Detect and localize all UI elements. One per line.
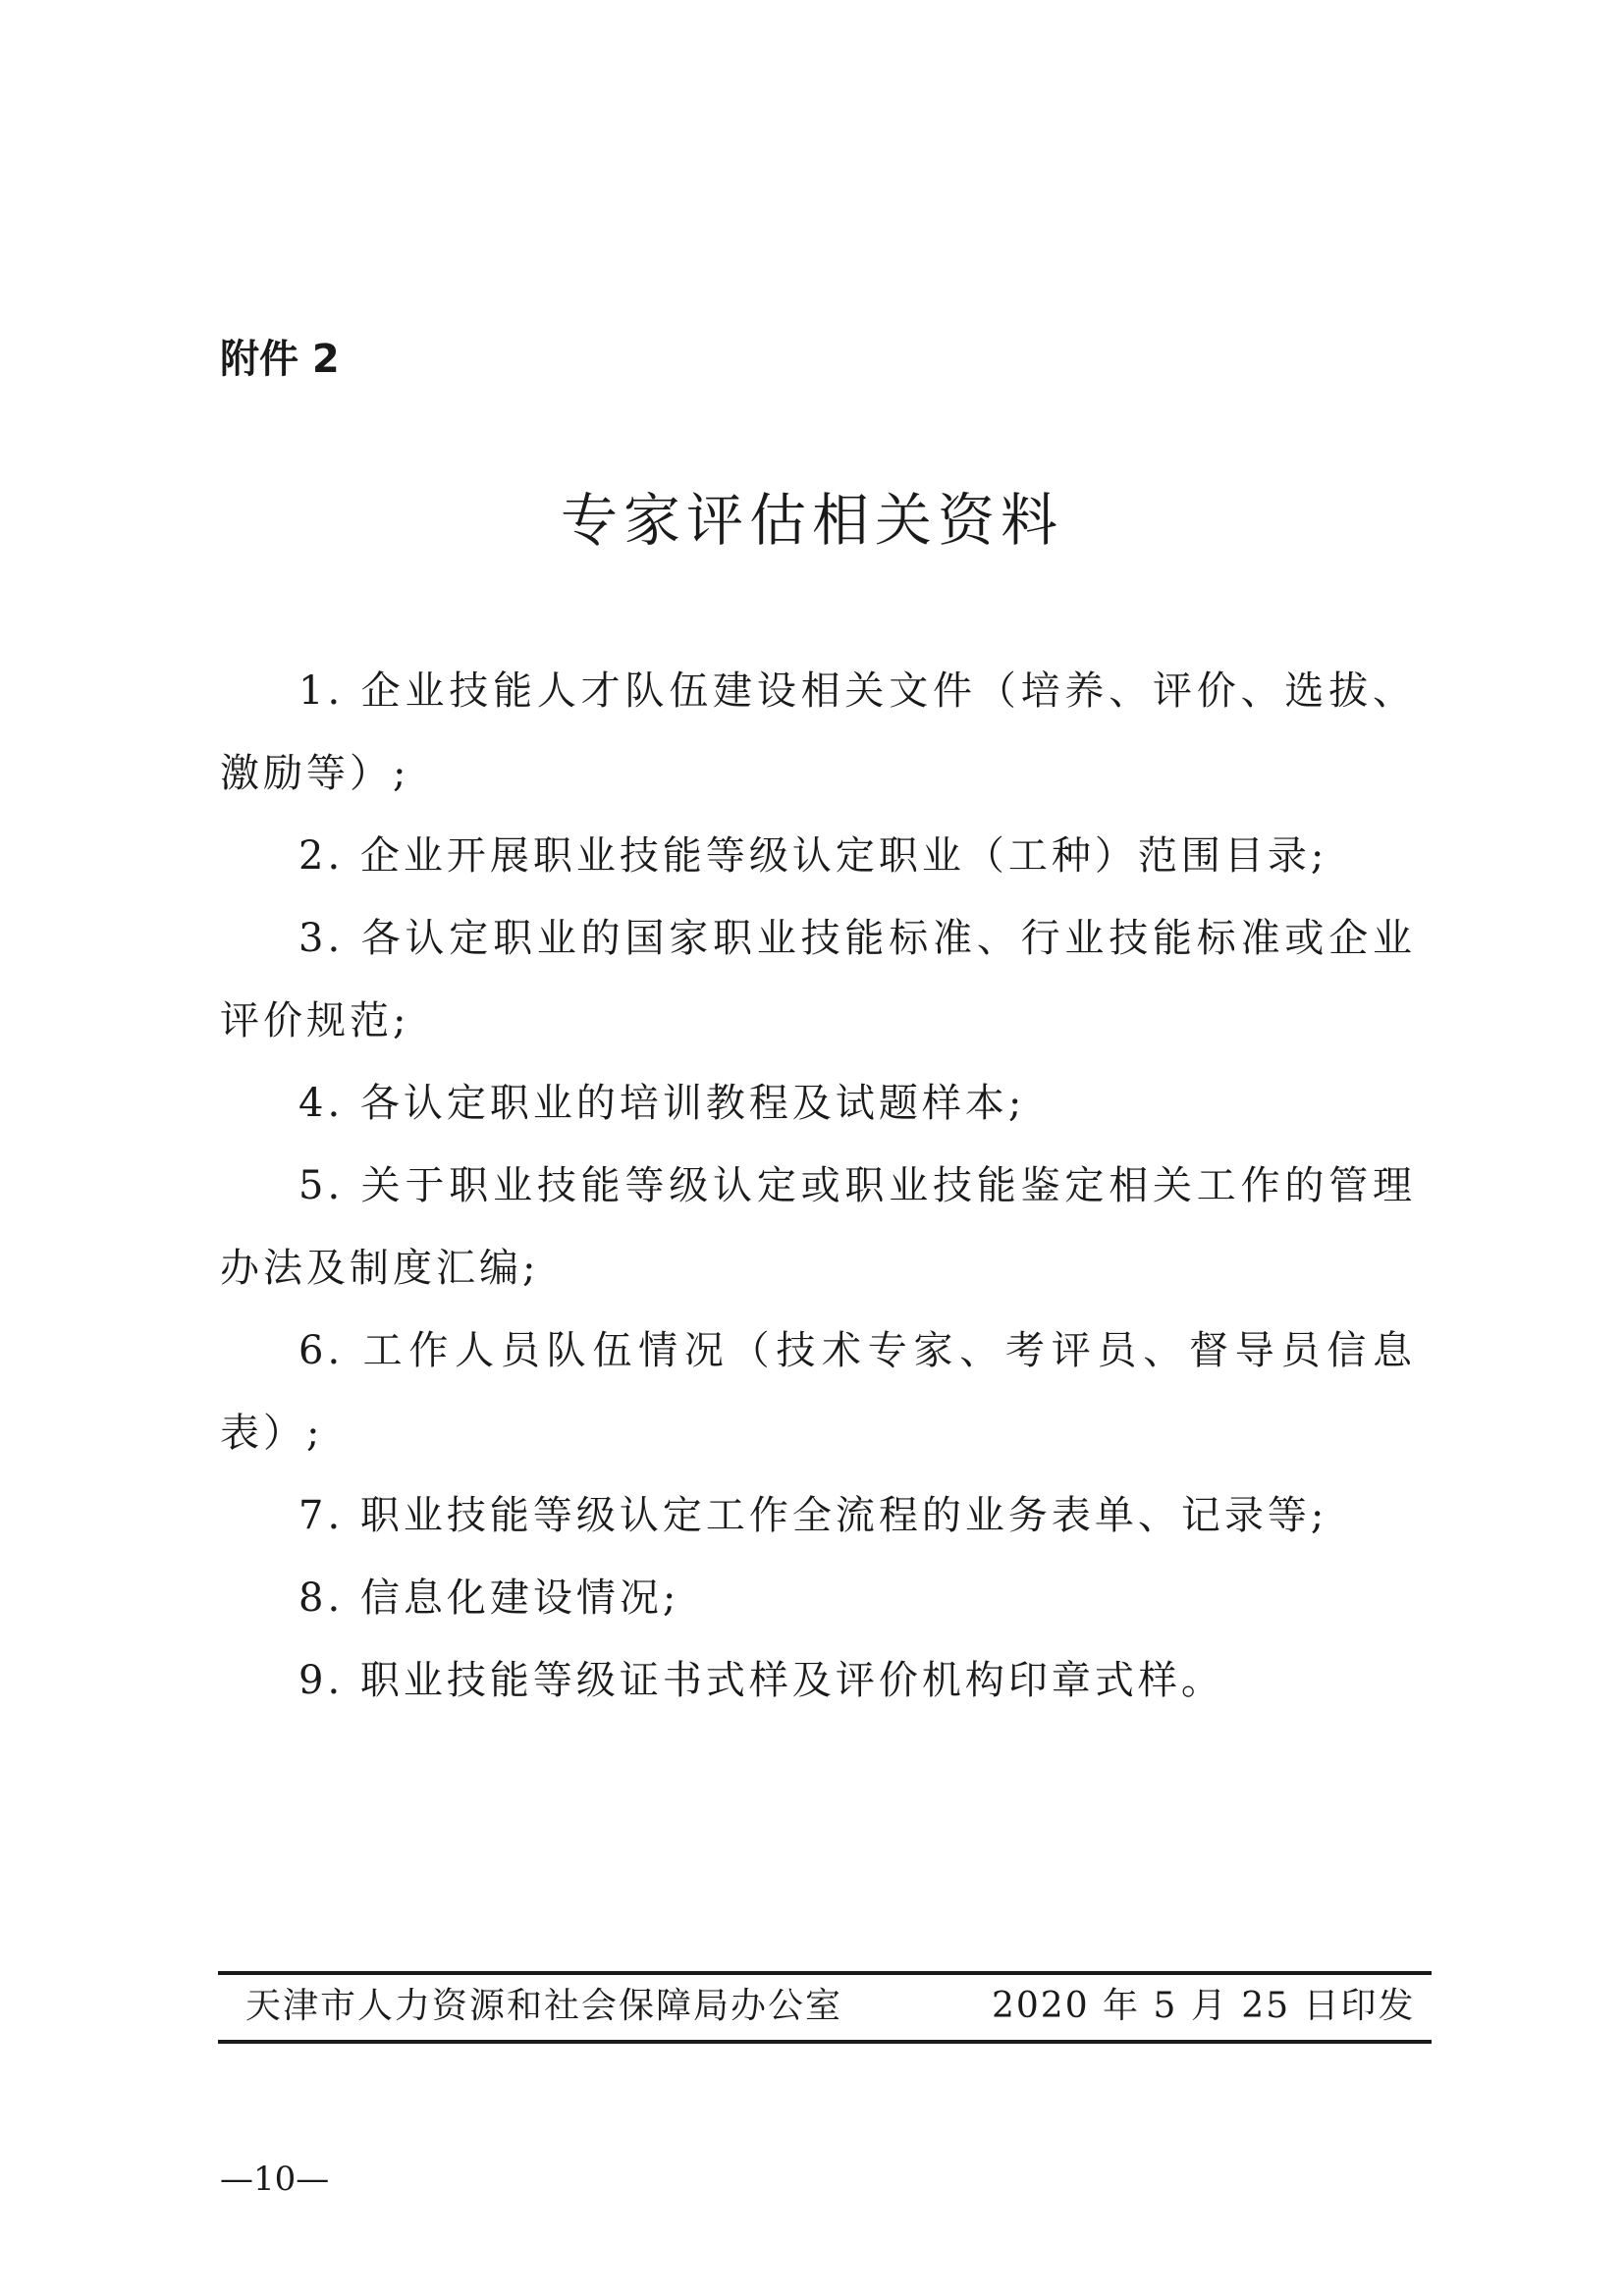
list-item: 2. 企业开展职业技能等级认定职业（工种）范围目录;: [298, 833, 1328, 879]
page-number: —10—: [220, 2160, 330, 2199]
list-item: 9. 职业技能等级证书式样及评价机构印章式样。: [298, 1658, 1224, 1703]
footer-top-rule: [218, 1971, 1432, 1975]
materials-list: [220, 650, 1416, 1722]
list-item: 6. 工作人员队伍情况（技术专家、考评员、督导员信息表）;: [220, 1328, 1416, 1456]
footer-bottom-rule: [218, 2040, 1432, 2044]
list-item: 5. 关于职业技能等级认定或职业技能鉴定相关工作的管理办法及制度汇编;: [220, 1163, 1416, 1291]
footer-issue-date: 2020 年 5 月 25 日印发: [992, 1986, 1416, 2026]
list-item: 7. 职业技能等级认定工作全流程的业务表单、记录等;: [298, 1493, 1328, 1538]
footer-issuer: 天津市人力资源和社会保障局办公室: [245, 1986, 843, 2026]
list-item: 1. 企业技能人才队伍建设相关文件（培养、评价、选拔、激励等）;: [220, 668, 1416, 796]
attachment-label: 附件 2: [220, 337, 340, 382]
list-item: 8. 信息化建设情况;: [298, 1575, 680, 1621]
list-item: 3. 各认定职业的国家职业技能标准、行业技能标准或企业评价规范;: [220, 916, 1416, 1043]
list-item: 4. 各认定职业的培训教程及试题样本;: [298, 1081, 1026, 1126]
document-title: 专家评估相关资料: [560, 487, 1063, 554]
